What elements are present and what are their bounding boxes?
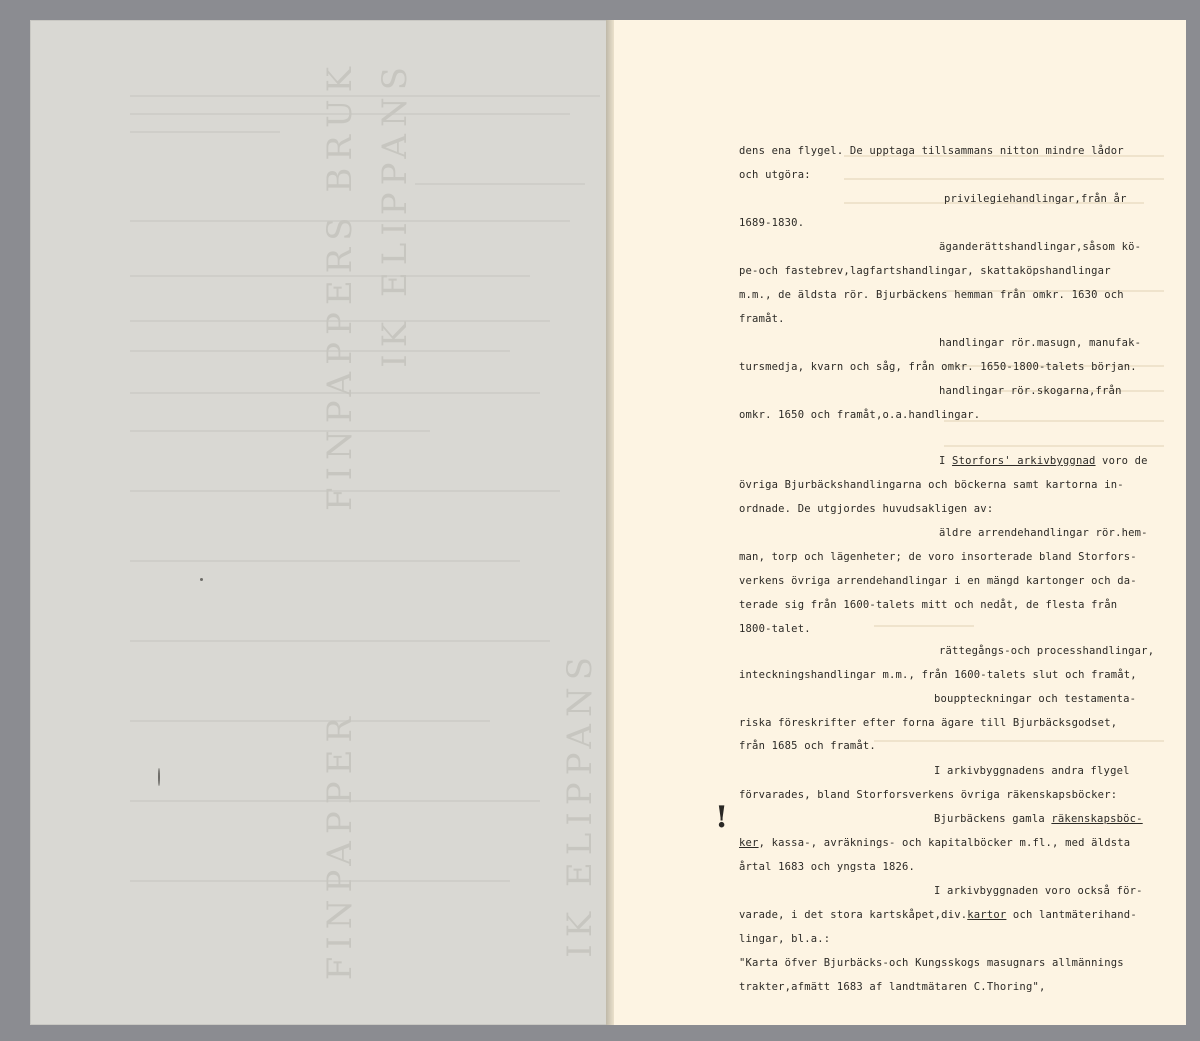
underlined-text: ker (739, 837, 759, 849)
text-line: handlingar rör.skogarna,från (939, 385, 1122, 397)
text-line: I arkivbyggnadens andra flygel (934, 765, 1130, 777)
text-segment: och lantmäterihand- (1006, 909, 1137, 921)
text-line: dens ena flygel. De upptaga tillsammans nitton mindre lådor (739, 145, 1124, 157)
text-line: man, torp och lägenheter; de voro insorterade bland Storfors- (739, 551, 1137, 563)
text-line: övriga Bjurbäckshandlingarna och böckerna samt kartorna in- (739, 479, 1124, 491)
text-line: rättegångs-och processhandlingar, (939, 645, 1155, 657)
document-page (614, 20, 1186, 1025)
paper-watermark: FINPAPPERS BRUK (320, 60, 360, 511)
text-line: tursmedja, kvarn och såg, från omkr. 1650-1800-talets början. (739, 361, 1137, 373)
text-line: äldre arrendehandlingar rör.hem- (939, 527, 1148, 539)
text-line: privilegiehandlingar,från år (944, 193, 1127, 205)
text-line: årtal 1683 och yngsta 1826. (739, 861, 916, 873)
text-line: ordnade. De utgjordes huvudsakligen av: (739, 503, 994, 515)
text-line (934, 813, 1143, 825)
text-line: riska föreskrifter efter forna ägare till Bjurbäcksgodset, (739, 717, 1118, 729)
show-through-area (30, 20, 608, 1025)
left-interleaf-sheet (30, 20, 608, 1025)
text-line: framåt. (739, 313, 785, 325)
text-line: lingar, bl.a.: (739, 933, 831, 945)
text-line: pe-och fastebrev,lagfartshandlingar, skattaköpshandlingar (739, 265, 1111, 277)
text-line: från 1685 och framåt. (739, 740, 876, 752)
text-line: 1689-1830. (739, 217, 805, 229)
paper-watermark: IK ELIPPANS (375, 60, 415, 368)
underlined-text: kartor (967, 909, 1007, 921)
text-line: handlingar rör.masugn, manufak- (939, 337, 1142, 349)
text-line: förvarades, bland Storforsverkens övriga räkenskapsböcker: (739, 789, 1118, 801)
text-line (739, 837, 1130, 849)
paper-watermark: FINPAPPER (320, 710, 360, 981)
margin-exclamation-mark: ! (715, 800, 729, 835)
paper-watermark: IK ELIPPANS (560, 650, 600, 958)
text-segment: , kassa-, avräknings- och kapitalböcker m.fl., med äldsta (758, 837, 1131, 849)
text-line: verkens övriga arrendehandlingar i en mängd kartonger och da- (739, 575, 1137, 587)
text-line: äganderättshandlingar,såsom kö- (939, 241, 1142, 253)
text-segment: I (939, 455, 953, 467)
text-line (739, 909, 1137, 921)
text-line: I arkivbyggnaden voro också för- (934, 885, 1143, 897)
text-segment: varade, i det stora kartskåpet,div. (739, 909, 968, 921)
text-segment: Bjurbäckens gamla (934, 813, 1052, 825)
underlined-text: räkenskapsböc- (1051, 813, 1143, 825)
typewritten-text (614, 20, 1186, 1025)
text-line: terade sig från 1600-talets mitt och nedåt, de flesta från (739, 599, 1118, 611)
text-line: och utgöra: (739, 169, 811, 181)
text-line: trakter,afmätt 1683 af landtmätaren C.Thoring", (739, 981, 1046, 993)
text-line: omkr. 1650 och framåt,o.a.handlingar. (739, 409, 981, 421)
text-line: bouppteckningar och testamenta- (934, 693, 1137, 705)
text-line: 1800-talet. (739, 623, 811, 635)
text-segment: voro de (1095, 455, 1148, 467)
text-line: inteckningshandlingar m.m., från 1600-talets slut och framåt, (739, 669, 1137, 681)
text-line (939, 455, 1148, 467)
text-line: m.m., de äldsta rör. Bjurbäckens hemman från omkr. 1630 och (739, 289, 1124, 301)
underlined-text: Storfors' arkivbyggnad (952, 455, 1096, 467)
text-line: "Karta öfver Bjurbäcks-och Kungsskogs masugnars allmännings (739, 957, 1124, 969)
